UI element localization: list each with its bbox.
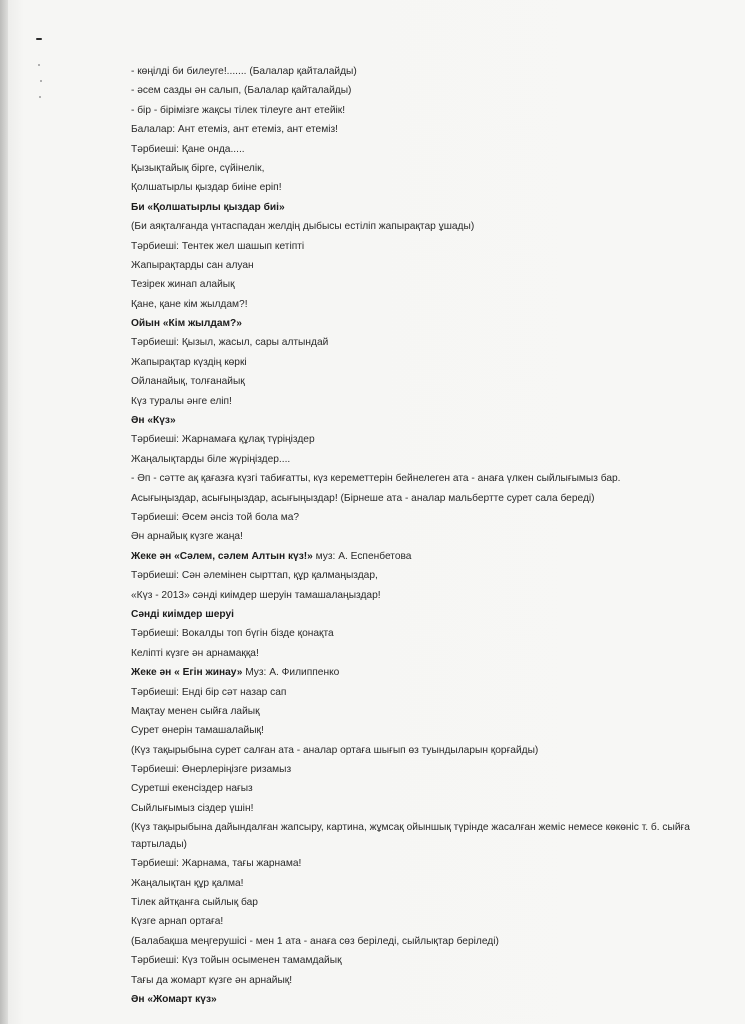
text-line: «Күз - 2013» сәнді киімдер шеруін тамашалаңыздар!	[131, 589, 381, 601]
section-heading: Ойын «Кім жылдам?»	[131, 318, 242, 330]
scan-speck	[39, 96, 41, 98]
text-line: Жаңалықтарды біле жүріңіздер....	[131, 453, 291, 465]
text-line: Тәрбиеші: Қызыл, жасыл, сары алтындай	[131, 337, 329, 349]
text-line: Сыйлығымыз сіздер үшін!	[131, 802, 254, 814]
text-line: Тәрбиеші: Жарнама, тағы жарнама!	[131, 858, 302, 870]
heading-credit: Муз: А. Филиппенко	[242, 667, 340, 679]
text-line: Тәрбиеші: Вокалды топ бүгін бізде қонақта	[131, 628, 334, 640]
section-heading	[131, 547, 731, 566]
text-line: Күз туралы әнге еліп!	[131, 395, 232, 407]
text-line: Тәрбиеші: Қане онда.....	[131, 143, 245, 155]
heading-title: Жеке ән «Сәлем, сәлем Алтын күз!»	[131, 550, 313, 562]
heading-credit: муз: А. Еспенбетова	[312, 550, 412, 562]
scan-mark	[36, 38, 42, 40]
text-line: - көңілді би билеуге!....... (Балалар қайталайды)	[131, 66, 357, 77]
section-heading: Ән «Жомарт күз»	[131, 993, 217, 1005]
heading-title: Жеке ән « Егін жинау»	[131, 667, 243, 679]
text-line: Тәрбиеші: Әсем әнсіз той бола ма?	[131, 511, 300, 523]
text-line: Ойланайық, толғанайық	[131, 376, 245, 388]
text-line: Тәрбиеші: Өнерлеріңізге ризамыз	[131, 764, 292, 776]
text-line: Қолшатырлы қыздар биіне еріп!	[131, 182, 282, 194]
section-heading: Сәнді киімдер шеруі	[131, 608, 234, 620]
text-line: Күзге арнап ортаға!	[131, 916, 224, 928]
section-heading	[131, 663, 731, 682]
text-line: Тәрбиеші: Жарнамаға құлақ түріңіздер	[131, 434, 315, 446]
text-line: Мақтау менен сыйға лайық	[131, 705, 260, 717]
text-line: Жаңалықтан құр қалма!	[131, 877, 244, 889]
text-line: Ән арнайық күзге жаңа!	[131, 531, 243, 543]
text-line: Суретші екенсіздер нағыз	[131, 783, 253, 795]
text-line: (Күз тақырыбына сурет салған ата - аналар ортаға шығып өз туындыларын қорғайды)	[131, 744, 539, 756]
text-line: (Би аяқталғанда үнтаспадан желдің дыбысы естіліп жапырақтар ұшады)	[131, 221, 475, 233]
text-line: Қызықтайық бірге, сүйінелік,	[131, 162, 265, 174]
text-line: Тәрбиеші: Енді бір сәт назар сап	[131, 686, 287, 698]
text-line: Тәрбиеші: Сән әлемінен сырттап, құр қалмаңыздар,	[131, 570, 378, 582]
text-line: (Балабақша меңгерушісі - мен 1 ата - анаға сөз беріледі, сыйлықтар беріледі)	[131, 935, 499, 947]
text-line: Жапырақтар күздің көркі	[131, 356, 247, 368]
scan-speck	[38, 64, 40, 66]
text-line: Тағы да жомарт күзге ән арнайық!	[131, 974, 293, 986]
text-line: Жапырақтарды сан алуан	[131, 259, 254, 271]
text-line: Тілек айтқанға сыйлық бар	[131, 897, 258, 909]
text-line: - әсем сазды ән салып, (Балалар қайталайды)	[131, 85, 352, 97]
text-line: Сурет өнерін тамашалайық!	[131, 725, 264, 737]
text-line: - бір - бірімізге жақсы тілек тілеуге ант етейік!	[131, 104, 346, 116]
text-line: - Әп - сәтте ақ қағазға күзгі табиғатты, күз кереметтерін бейнелеген ата - анаға үлкен сыйлығымыз бар.	[131, 473, 621, 485]
document-text	[131, 62, 731, 1009]
text-line: Келіпті күзге ән арнамаққа!	[131, 647, 259, 659]
scan-speck	[40, 80, 42, 82]
section-heading: Би «Қолшатырлы қыздар биі»	[131, 201, 285, 213]
scan-left-edge	[0, 0, 8, 1024]
section-heading: Ән «Күз»	[131, 415, 176, 427]
text-line: Тезірек жинап алайық	[131, 279, 235, 291]
text-line: (Күз тақырыбына дайындалған жапсыру, картина, жұмсақ ойыншық түрінде жасалған жеміс немесе көкөніс т. б. сыйға тартылады)	[131, 822, 690, 851]
text-line: Тәрбиеші: Тентек жел шашып кетіпті	[131, 240, 305, 252]
text-line: Балалар: Ант етеміз, ант етеміз, ант етеміз!	[131, 124, 338, 136]
text-line: Қане, қане кім жылдам?!	[131, 298, 248, 310]
text-line: Тәрбиеші: Күз тойын осыменен тамамдайық	[131, 955, 342, 967]
text-line: Асығыңыздар, асығыңыздар, асығыңыздар! (Бірнеше ата - аналар мальбертте сурет сала береді)	[131, 492, 595, 504]
